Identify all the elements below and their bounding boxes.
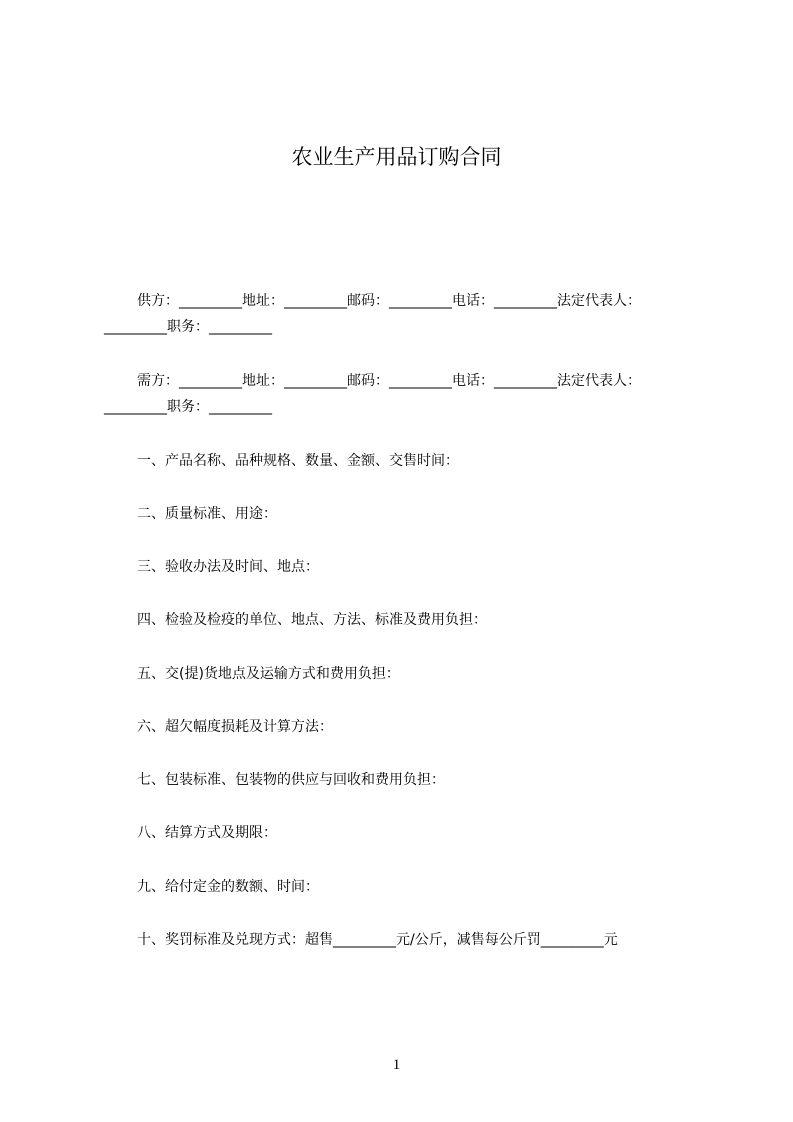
clause-2: 二、质量标准、用途： <box>137 506 277 522</box>
clause-4: 四、检验及检疫的单位、地点、方法、标准及费用负担： <box>137 612 487 628</box>
supplier-line-2: _________职务：_________ <box>104 319 272 335</box>
page-number: 1 <box>392 1057 401 1073</box>
buyer-line-2: _________职务：_________ <box>104 399 272 415</box>
buyer-line-1: 需方：_________地址：_________邮码：_________电话：_________法定代表人： <box>137 373 641 389</box>
clause-3: 三、验收办法及时间、地点： <box>137 559 319 575</box>
clause-6: 六、超欠幅度损耗及计算方法： <box>137 719 333 735</box>
clause-10: 十、奖罚标准及兑现方式：超售_________元/公斤，减售每公斤罚_________元 <box>137 932 618 948</box>
document-title: 农业生产用品订购合同 <box>291 145 502 169</box>
clause-1: 一、产品名称、品种规格、数量、金额、交售时间： <box>137 453 459 469</box>
supplier-line-1: 供方：_________地址：_________邮码：_________电话：_________法定代表人： <box>137 293 641 309</box>
clause-9: 九、给付定金的数额、时间： <box>137 879 319 895</box>
clause-5: 五、交(提)货地点及运输方式和费用负担： <box>137 666 400 682</box>
clause-7: 七、包装标准、包装物的供应与回收和费用负担： <box>137 772 445 788</box>
clause-8: 八、结算方式及期限： <box>137 825 277 841</box>
